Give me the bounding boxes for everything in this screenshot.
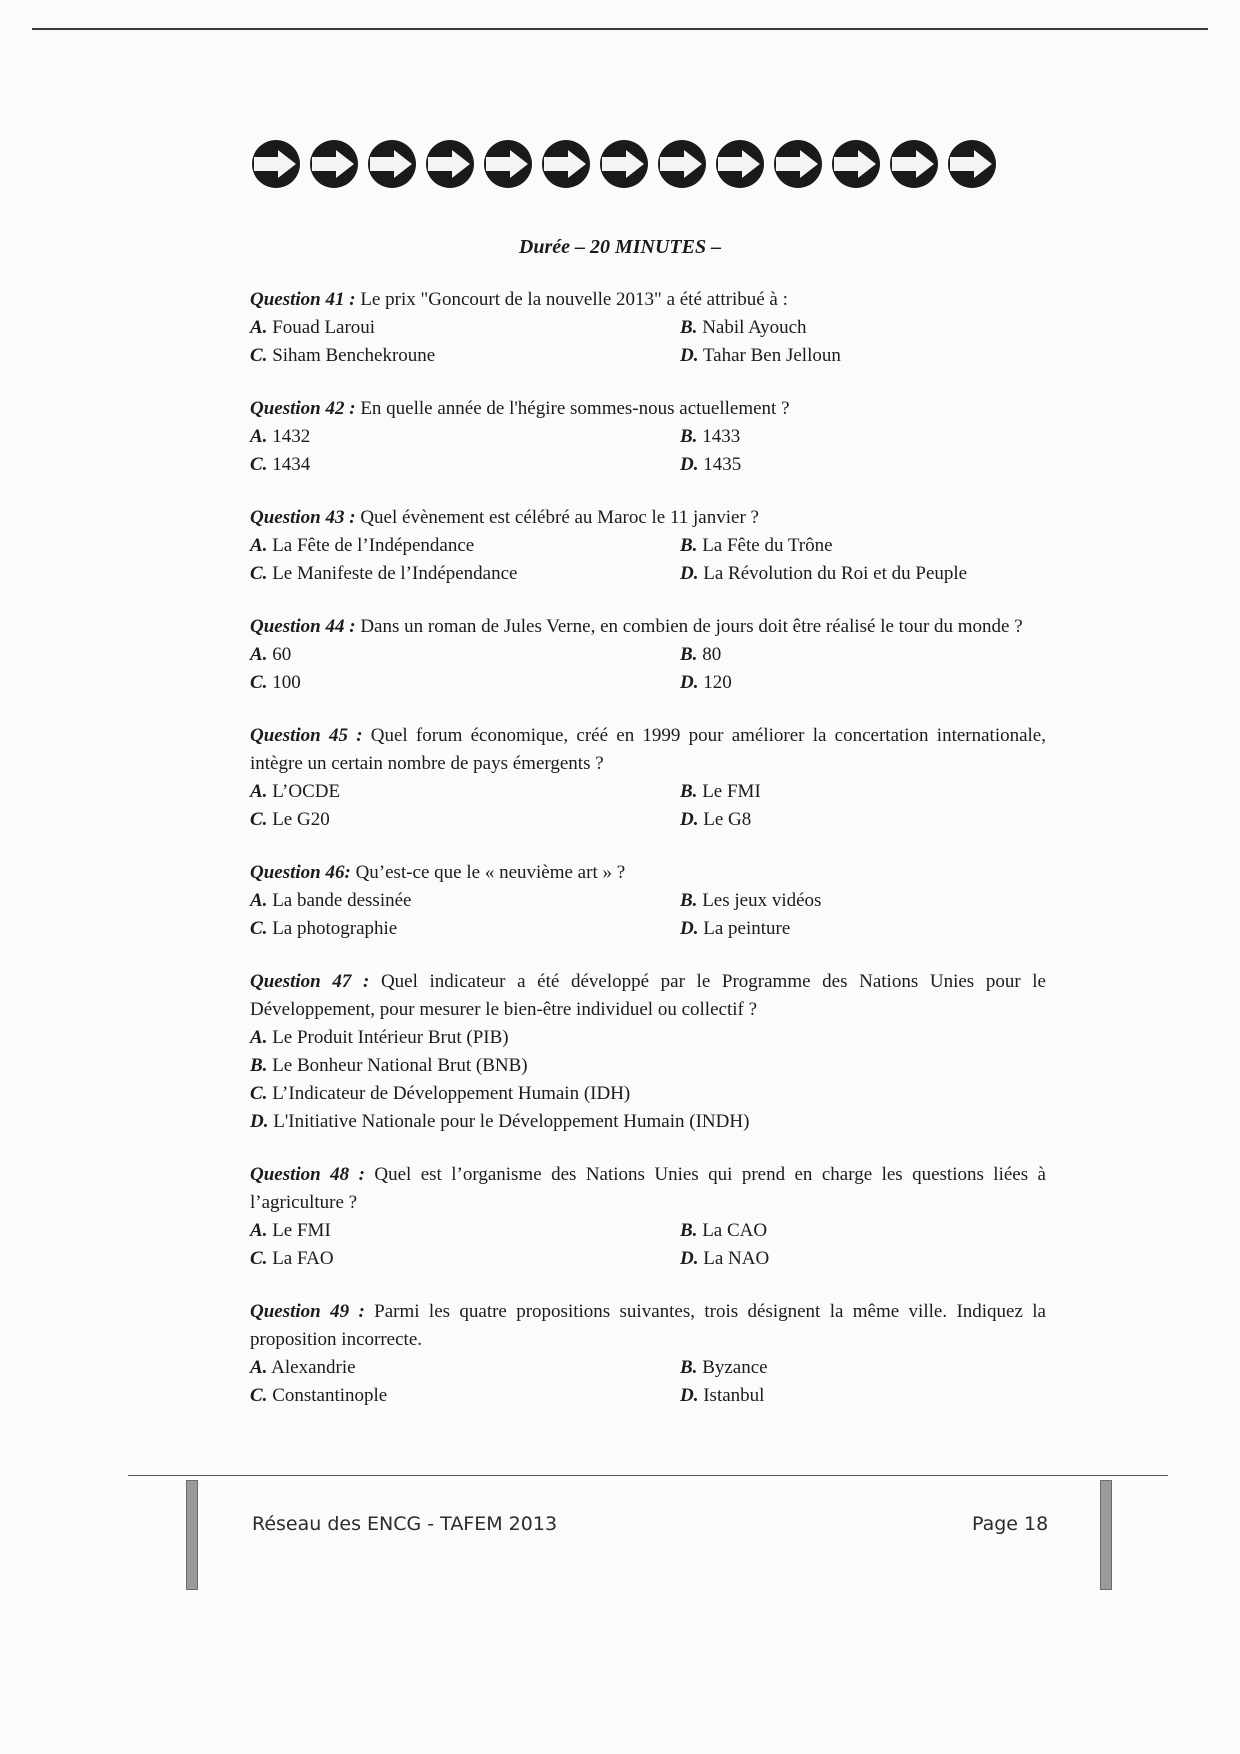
option-text: L'Initiative Nationale pour le Développement Humain (INDH) [268, 1111, 750, 1132]
answer-option [250, 1024, 1046, 1052]
question-label: Question 46: [250, 862, 351, 883]
option-letter: D. [680, 1385, 699, 1406]
arrow-icon-row [252, 140, 996, 188]
option-text: Le Produit Intérieur Brut (PIB) [267, 1027, 509, 1048]
answer-options [250, 887, 1046, 943]
answer-option [680, 641, 1046, 669]
question-label: Question 48 : [250, 1164, 365, 1185]
option-text: 1435 [698, 454, 742, 475]
option-text: La peinture [698, 918, 791, 939]
answer-option [680, 806, 1046, 834]
option-text: Les jeux vidéos [697, 890, 822, 911]
option-text: Fouad Laroui [267, 317, 376, 338]
option-letter: D. [680, 1248, 699, 1269]
answer-options [250, 778, 1046, 834]
option-letter: C. [250, 809, 268, 830]
option-text: La CAO [697, 1220, 768, 1241]
option-text: 120 [698, 672, 732, 693]
left-margin-bar [186, 1480, 198, 1590]
option-text: 1433 [697, 426, 741, 447]
option-letter: D. [680, 918, 699, 939]
answer-option [680, 1245, 1046, 1273]
question-block [250, 613, 1046, 697]
option-letter: D. [250, 1111, 269, 1132]
arrow-right-icon [890, 140, 938, 188]
option-letter: D. [680, 345, 699, 366]
option-text: Alexandrie [267, 1357, 356, 1378]
option-text: Nabil Ayouch [697, 317, 807, 338]
answer-option [250, 1217, 680, 1245]
option-text: 100 [267, 672, 301, 693]
option-letter: A. [250, 535, 268, 556]
answer-option [680, 1382, 1046, 1410]
answer-option [680, 1354, 1046, 1382]
question-label: Question 44 : [250, 616, 356, 637]
option-letter: B. [680, 535, 698, 556]
option-text: 1432 [267, 426, 311, 447]
question-label: Question 47 : [250, 971, 370, 992]
question-prompt: Quel évènement est célébré au Maroc le 11 janvier ? [355, 507, 759, 528]
answer-option [250, 887, 680, 915]
question-list [250, 286, 1046, 1435]
arrow-right-icon [252, 140, 300, 188]
option-letter: B. [680, 426, 698, 447]
top-rule [32, 28, 1208, 30]
option-text: La Fête du Trône [697, 535, 833, 556]
question-prompt: Quel indicateur a été développé par le Programme des Nations Unies pour le Développement, pour mesurer le bien-être individuel ou collectif ? [250, 971, 1046, 1020]
question-prompt: Parmi les quatre propositions suivantes, trois désignent la même ville. Indiquez la proposition incorrecte. [250, 1301, 1046, 1350]
option-text: L’Indicateur de Développement Humain (IDH) [267, 1083, 631, 1104]
answer-option [250, 532, 680, 560]
answer-options [250, 1354, 1046, 1410]
option-letter: C. [250, 918, 268, 939]
option-text: Le G8 [698, 809, 752, 830]
arrow-right-icon [774, 140, 822, 188]
question-block [250, 395, 1046, 479]
answer-options [250, 314, 1046, 370]
option-letter: C. [250, 672, 268, 693]
answer-option [250, 1354, 680, 1382]
option-letter: C. [250, 1385, 268, 1406]
question-prompt: Quel forum économique, créé en 1999 pour améliorer la concertation internationale, intègre un certain nombre de pays émergents ? [250, 725, 1046, 774]
option-text: Constantinople [267, 1385, 388, 1406]
question-text [250, 504, 1046, 532]
option-text: Le Manifeste de l’Indépendance [267, 563, 518, 584]
page-number: Page 18 [972, 1513, 1049, 1535]
arrow-right-icon [426, 140, 474, 188]
option-text: Istanbul [698, 1385, 765, 1406]
option-text: Le Bonheur National Brut (BNB) [267, 1055, 528, 1076]
option-letter: C. [250, 1248, 268, 1269]
answer-option [250, 1080, 1046, 1108]
answer-option [250, 806, 680, 834]
option-letter: D. [680, 672, 699, 693]
answer-option [680, 1217, 1046, 1245]
answer-options [250, 1024, 1046, 1136]
answer-option [680, 342, 1046, 370]
answer-option [680, 778, 1046, 806]
question-block [250, 1298, 1046, 1410]
option-letter: B. [680, 781, 698, 802]
option-letter: A. [250, 1027, 268, 1048]
duration-title: Durée – 20 MINUTES – [518, 236, 722, 258]
option-letter: B. [250, 1055, 268, 1076]
question-text [250, 1161, 1046, 1217]
arrow-right-icon [600, 140, 648, 188]
question-block [250, 504, 1046, 588]
question-label: Question 41 : [250, 289, 356, 310]
option-text: 1434 [267, 454, 311, 475]
answer-options [250, 641, 1046, 697]
answer-option [250, 342, 680, 370]
option-text: La Révolution du Roi et du Peuple [698, 563, 968, 584]
question-text [250, 613, 1046, 641]
question-text [250, 968, 1046, 1024]
option-letter: C. [250, 454, 268, 475]
answer-option [680, 532, 1046, 560]
footer-rule [128, 1475, 1168, 1476]
question-prompt: Le prix "Goncourt de la nouvelle 2013" a été attribué à : [355, 289, 788, 310]
arrow-right-icon [368, 140, 416, 188]
question-block [250, 859, 1046, 943]
question-text [250, 395, 1046, 423]
answer-option [680, 887, 1046, 915]
right-margin-bar [1100, 1480, 1112, 1590]
option-letter: C. [250, 345, 268, 366]
answer-option [250, 915, 680, 943]
arrow-right-icon [310, 140, 358, 188]
option-letter: D. [680, 563, 699, 584]
answer-options [250, 532, 1046, 588]
option-letter: A. [250, 317, 268, 338]
answer-option [680, 451, 1046, 479]
question-block [250, 722, 1046, 834]
question-block [250, 286, 1046, 370]
option-text: La Fête de l’Indépendance [267, 535, 475, 556]
option-text: Le FMI [697, 781, 761, 802]
option-text: Le FMI [267, 1220, 331, 1241]
option-text: Byzance [697, 1357, 768, 1378]
answer-option [250, 669, 680, 697]
option-letter: B. [680, 890, 698, 911]
option-text: 80 [697, 644, 722, 665]
answer-option [680, 314, 1046, 342]
answer-option [250, 1052, 1046, 1080]
answer-option [250, 641, 680, 669]
arrow-right-icon [716, 140, 764, 188]
option-text: La NAO [698, 1248, 770, 1269]
option-letter: A. [250, 890, 268, 911]
arrow-right-icon [832, 140, 880, 188]
option-letter: B. [680, 1220, 698, 1241]
arrow-right-icon [484, 140, 532, 188]
question-block [250, 968, 1046, 1136]
option-letter: C. [250, 563, 268, 584]
answer-option [250, 451, 680, 479]
question-block [250, 1161, 1046, 1273]
question-prompt: Dans un roman de Jules Verne, en combien de jours doit être réalisé le tour du monde ? [355, 616, 1023, 637]
answer-option [680, 915, 1046, 943]
answer-option [250, 778, 680, 806]
option-letter: B. [680, 644, 698, 665]
option-text: La bande dessinée [267, 890, 412, 911]
answer-option [680, 423, 1046, 451]
question-label: Question 49 : [250, 1301, 365, 1322]
answer-options [250, 423, 1046, 479]
option-text: L’OCDE [267, 781, 341, 802]
question-label: Question 42 : [250, 398, 356, 419]
option-text: La FAO [267, 1248, 334, 1269]
answer-option [680, 669, 1046, 697]
answer-option [250, 560, 680, 588]
arrow-right-icon [542, 140, 590, 188]
option-letter: A. [250, 1357, 268, 1378]
answer-option [250, 423, 680, 451]
question-prompt: Quel est l’organisme des Nations Unies qui prend en charge les questions liées à l’agriculture ? [250, 1164, 1046, 1213]
option-text: Le G20 [267, 809, 330, 830]
question-text [250, 722, 1046, 778]
answer-options [250, 1217, 1046, 1273]
option-letter: A. [250, 781, 268, 802]
question-label: Question 43 : [250, 507, 356, 528]
option-letter: D. [680, 809, 699, 830]
option-letter: D. [680, 454, 699, 475]
question-text [250, 286, 1046, 314]
option-letter: B. [680, 317, 698, 338]
option-text: Tahar Ben Jelloun [698, 345, 841, 366]
question-text [250, 1298, 1046, 1354]
option-text: La photographie [267, 918, 398, 939]
question-label: Question 45 : [250, 725, 363, 746]
option-letter: A. [250, 426, 268, 447]
question-text [250, 859, 1046, 887]
answer-option [250, 314, 680, 342]
option-letter: A. [250, 1220, 268, 1241]
option-letter: C. [250, 1083, 268, 1104]
arrow-right-icon [948, 140, 996, 188]
answer-option [250, 1382, 680, 1410]
question-prompt: En quelle année de l'hégire sommes-nous actuellement ? [355, 398, 790, 419]
arrow-right-icon [658, 140, 706, 188]
option-letter: B. [680, 1357, 698, 1378]
answer-option [250, 1108, 1046, 1136]
option-text: 60 [267, 644, 292, 665]
footer-source: Réseau des ENCG - TAFEM 2013 [252, 1513, 558, 1535]
answer-option [680, 560, 1046, 588]
answer-option [250, 1245, 680, 1273]
option-letter: A. [250, 644, 268, 665]
question-prompt: Qu’est-ce que le « neuvième art » ? [350, 862, 626, 883]
option-text: Siham Benchekroune [267, 345, 436, 366]
